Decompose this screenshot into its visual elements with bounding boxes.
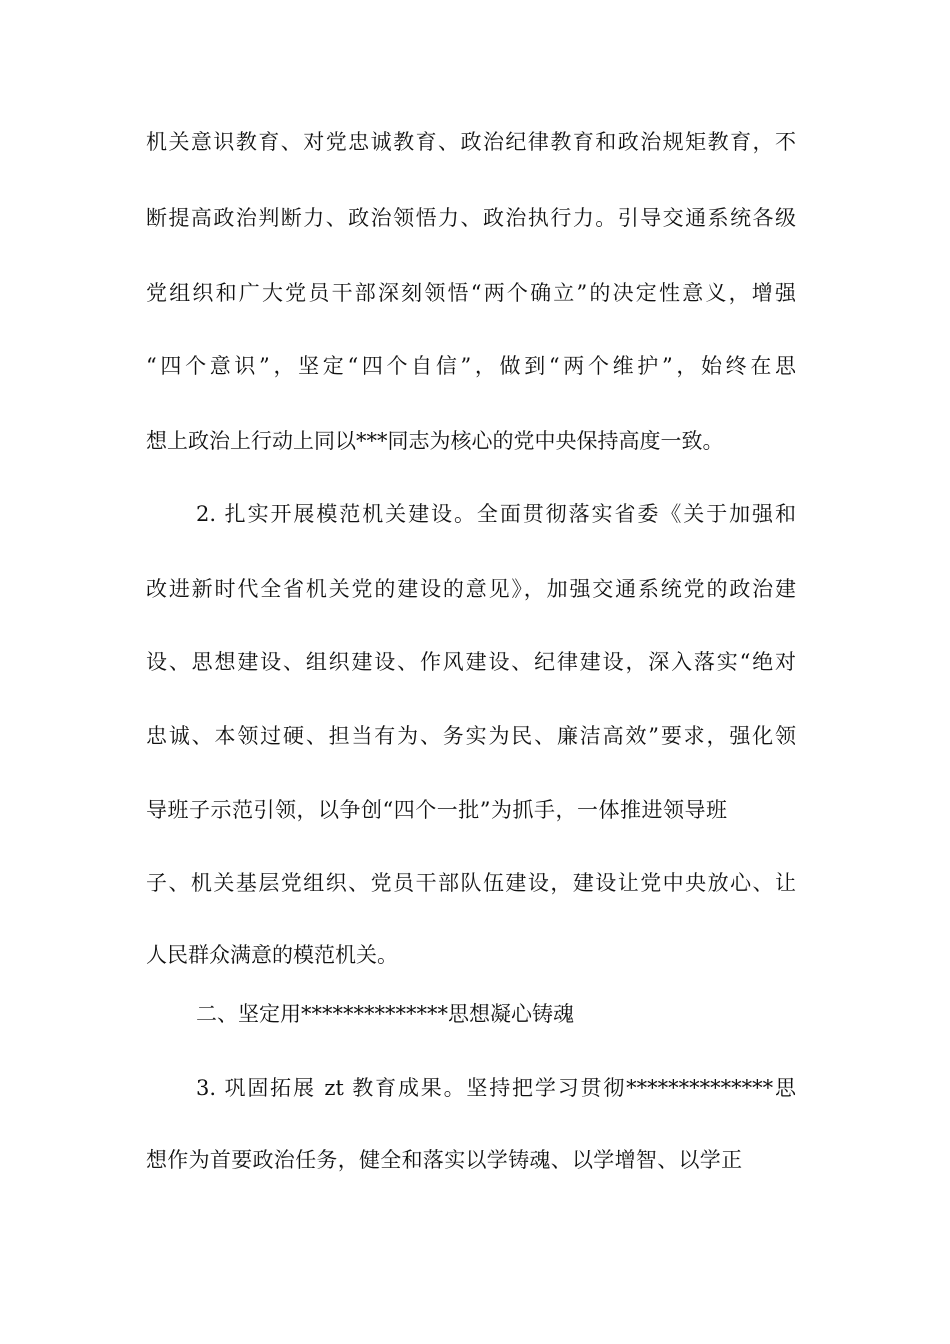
paragraph-line: 3. 巩固拓展 zt 教育成果。坚持把学习贯彻**************思	[196, 1076, 796, 1100]
paragraph-line: 导班子示范引领，以争创“四个一批”为抓手，一体推进领导班	[146, 798, 728, 822]
paragraph-line: 2. 扎实开展模范机关建设。全面贯彻落实省委《关于加强和	[196, 502, 796, 526]
paragraph-line: 设、思想建设、组织建设、作风建设、纪律建设，深入落实“绝对	[146, 650, 796, 674]
paragraph-line: 忠诚、本领过硬、担当有为、务实为民、廉洁高效”要求，强化领	[146, 724, 796, 748]
paragraph-line: 想作为首要政治任务，健全和落实以学铸魂、以学增智、以学正	[146, 1148, 743, 1172]
paragraph-line: “四个意识”，坚定“四个自信”，做到“两个维护”，始终在思	[146, 354, 796, 378]
section-heading: 二、坚定用**************思想凝心铸魂	[196, 1002, 574, 1026]
paragraph-line: 改进新时代全省机关党的建设的意见》，加强交通系统党的政治建	[146, 577, 796, 601]
paragraph-line: 断提高政治判断力、政治领悟力、政治执行力。引导交通系统各级	[146, 206, 796, 230]
paragraph-line: 想上政治上行动上同以***同志为核心的党中央保持高度一致。	[146, 429, 724, 453]
paragraph-line: 人民群众满意的模范机关。	[146, 943, 398, 967]
paragraph-line: 机关意识教育、对党忠诚教育、政治纪律教育和政治规矩教育，不	[146, 130, 796, 154]
paragraph-line: 党组织和广大党员干部深刻领悟“两个确立”的决定性意义，增强	[146, 281, 796, 305]
paragraph-line: 子、机关基层党组织、党员干部队伍建设，建设让党中央放心、让	[146, 871, 796, 895]
